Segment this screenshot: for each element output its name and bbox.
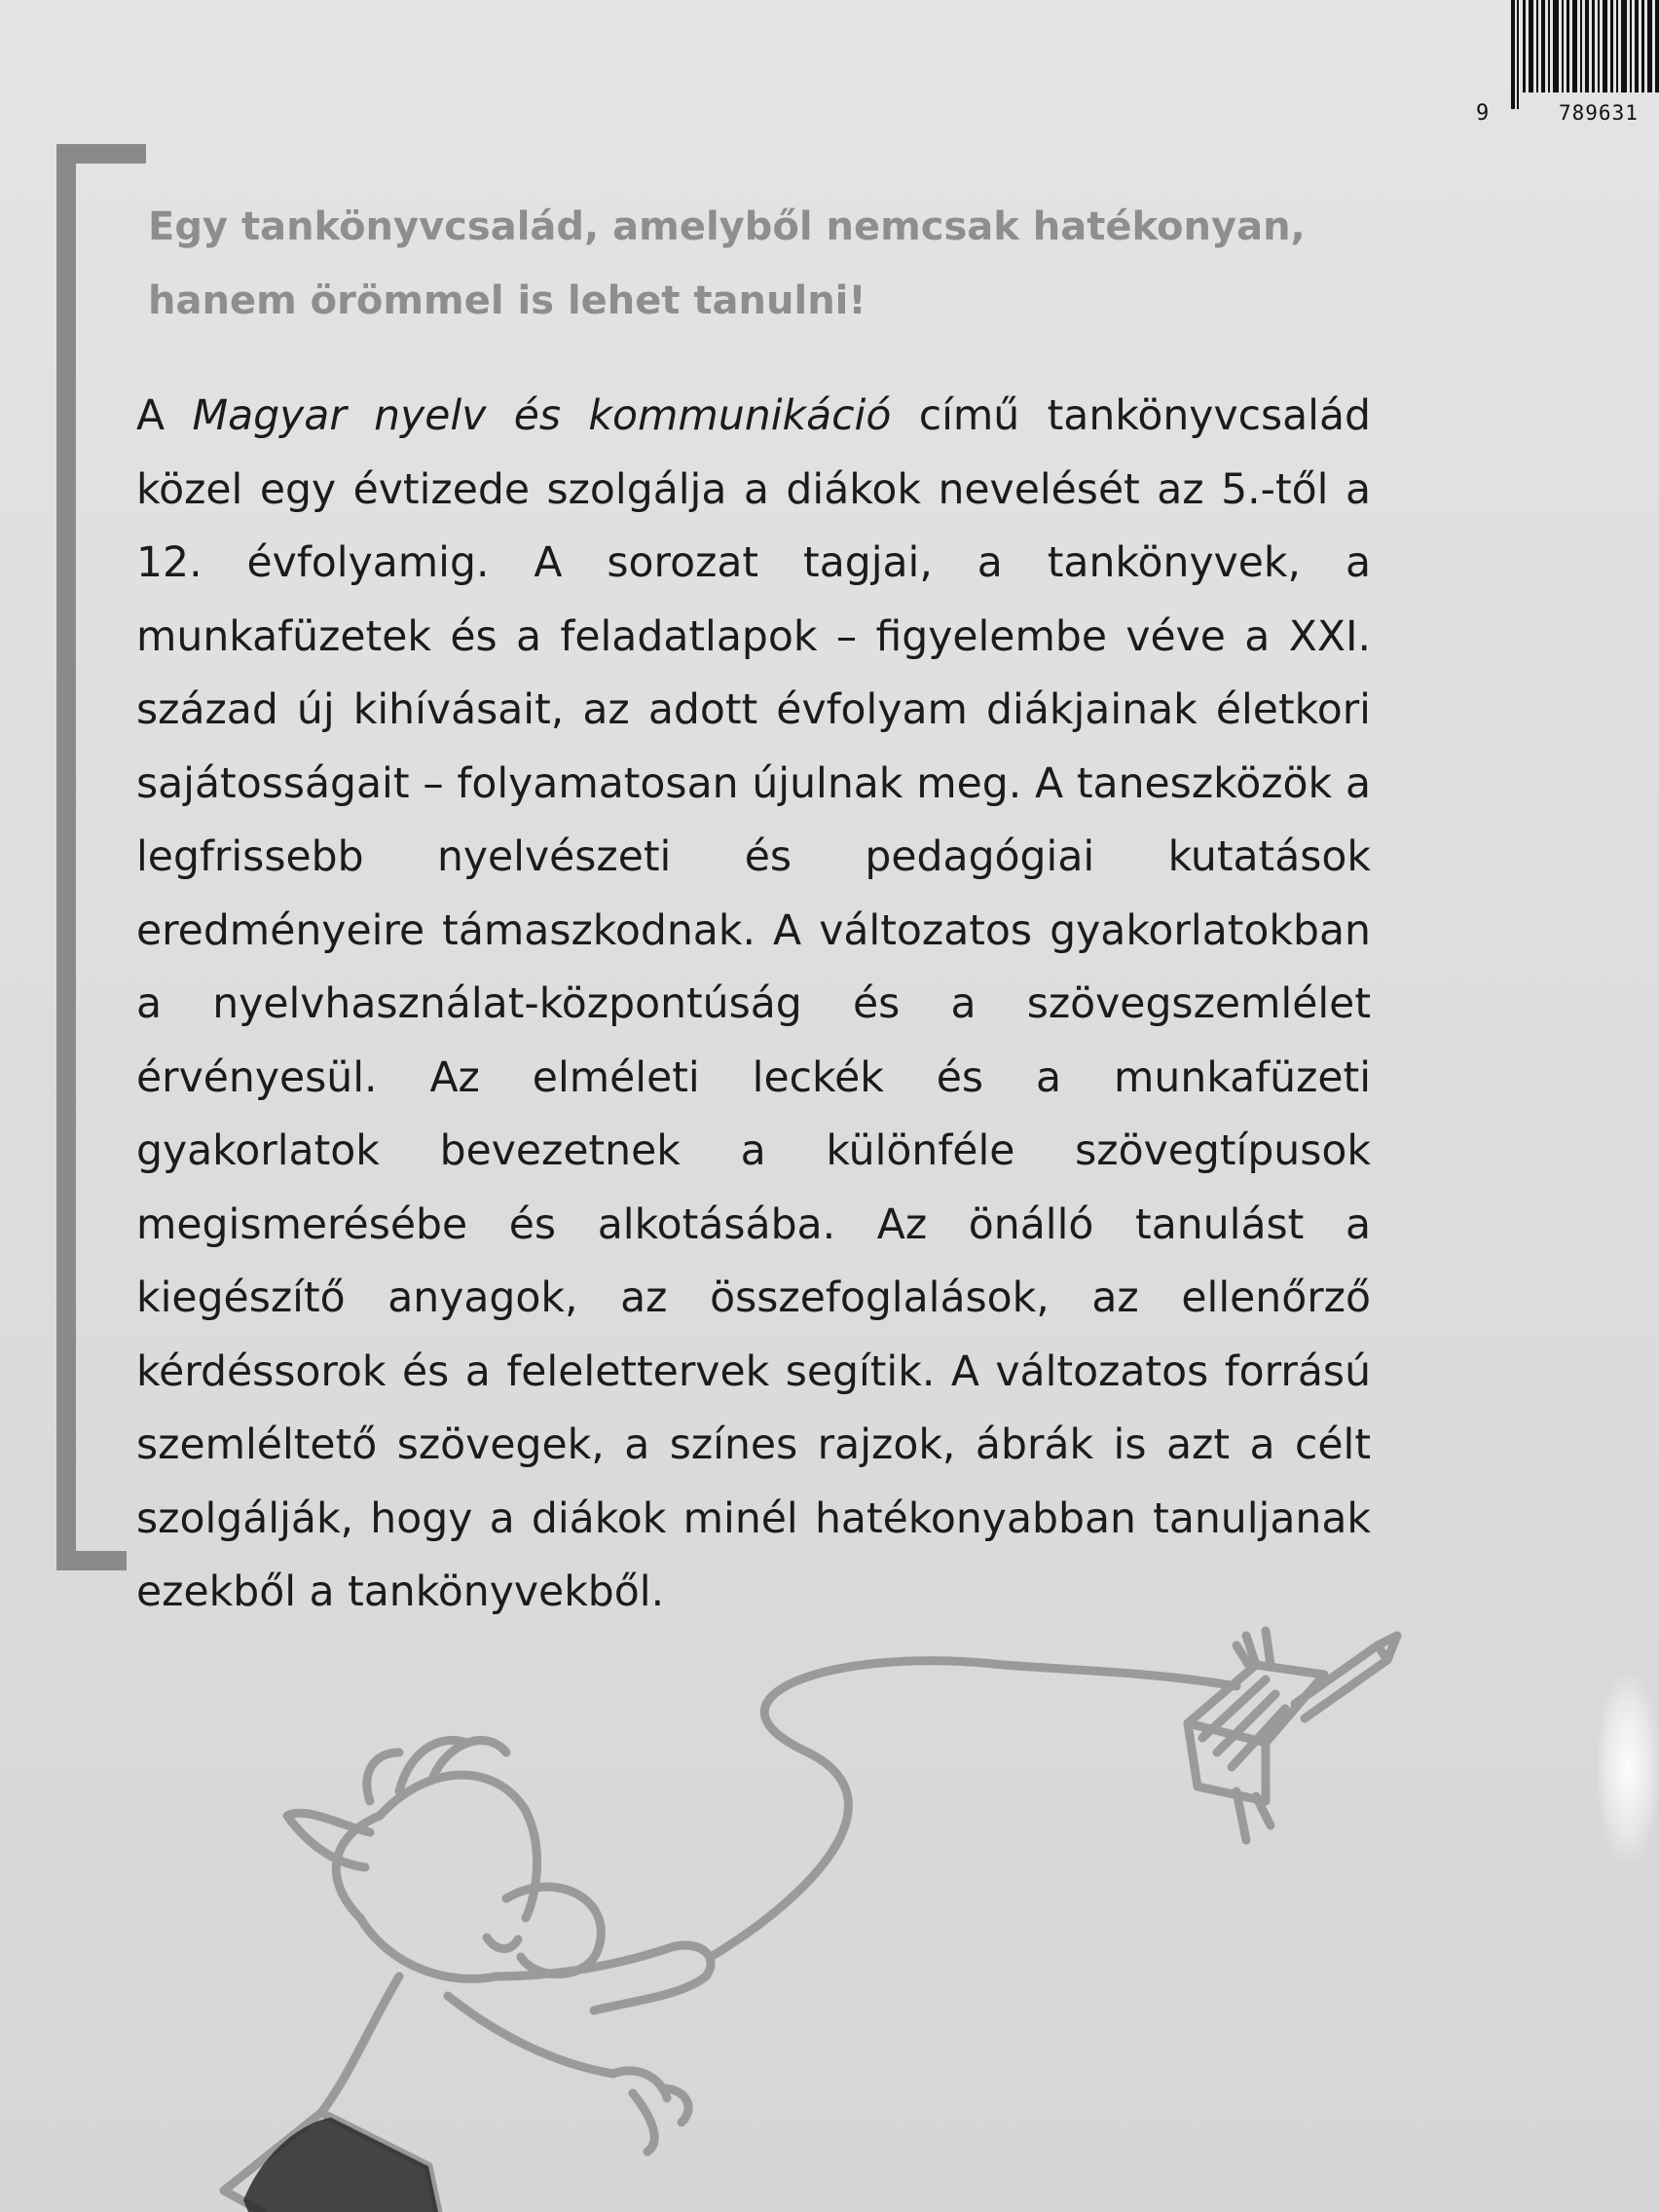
description-text: című tankönyvcsalád közel egy évtizede szolgálja a diákok nevelését az 5.-től a 12. évfolyamig. A sorozat tagjai, a tankönyvek, a munkafüzetek és a feladatlapok – figyelembe véve a XXI. század új kihívásait, az adott évfolyam diákjainak életkori sajátosságait – folyamatosan újulnak meg. A taneszközök a legfrissebb nyelvészeti és pedagógiai kutatások eredményeire támaszkodnak. A változatos gyakorlatokban a nyelvhasználat-központúság és a szövegszemlélet érvényesül. Az elméleti leckék és a munkafüzeti gyakorlatok bevezetnek a különféle szövegtípusok megismerésébe és alkotásába. Az önálló tanulást a kiegészítő anyagok, az összefoglalások, az ellenőrző kérdéssorok és a felelettervek segítik. A változatos forrású szemléltető szövegek, a színes rajzok, ábrák is azt a célt szolgálják, hogy a diákok minél hatékonyabban tanuljanak ezekből a tankönyvekből. — [136, 392, 1371, 1616]
bracket-decoration — [39, 144, 146, 1575]
glare-highlight — [1597, 1675, 1659, 1860]
tagline — [148, 190, 1384, 338]
barcode-lead-digit: 9 — [1476, 101, 1490, 126]
description-intro: A — [136, 392, 193, 440]
barcode-digits: 789631 — [1559, 101, 1639, 125]
series-title: Magyar nyelv és kommunikáció — [192, 392, 892, 440]
tagline-line-1: Egy tankönyvcsalád, amelyből nemcsak hatékonyan, — [148, 204, 1306, 249]
tagline-line-2: hanem örömmel is lehet tanulni! — [148, 278, 866, 323]
boy-flying-book-kite-icon — [204, 1606, 1451, 2212]
description-paragraph — [136, 380, 1371, 1630]
